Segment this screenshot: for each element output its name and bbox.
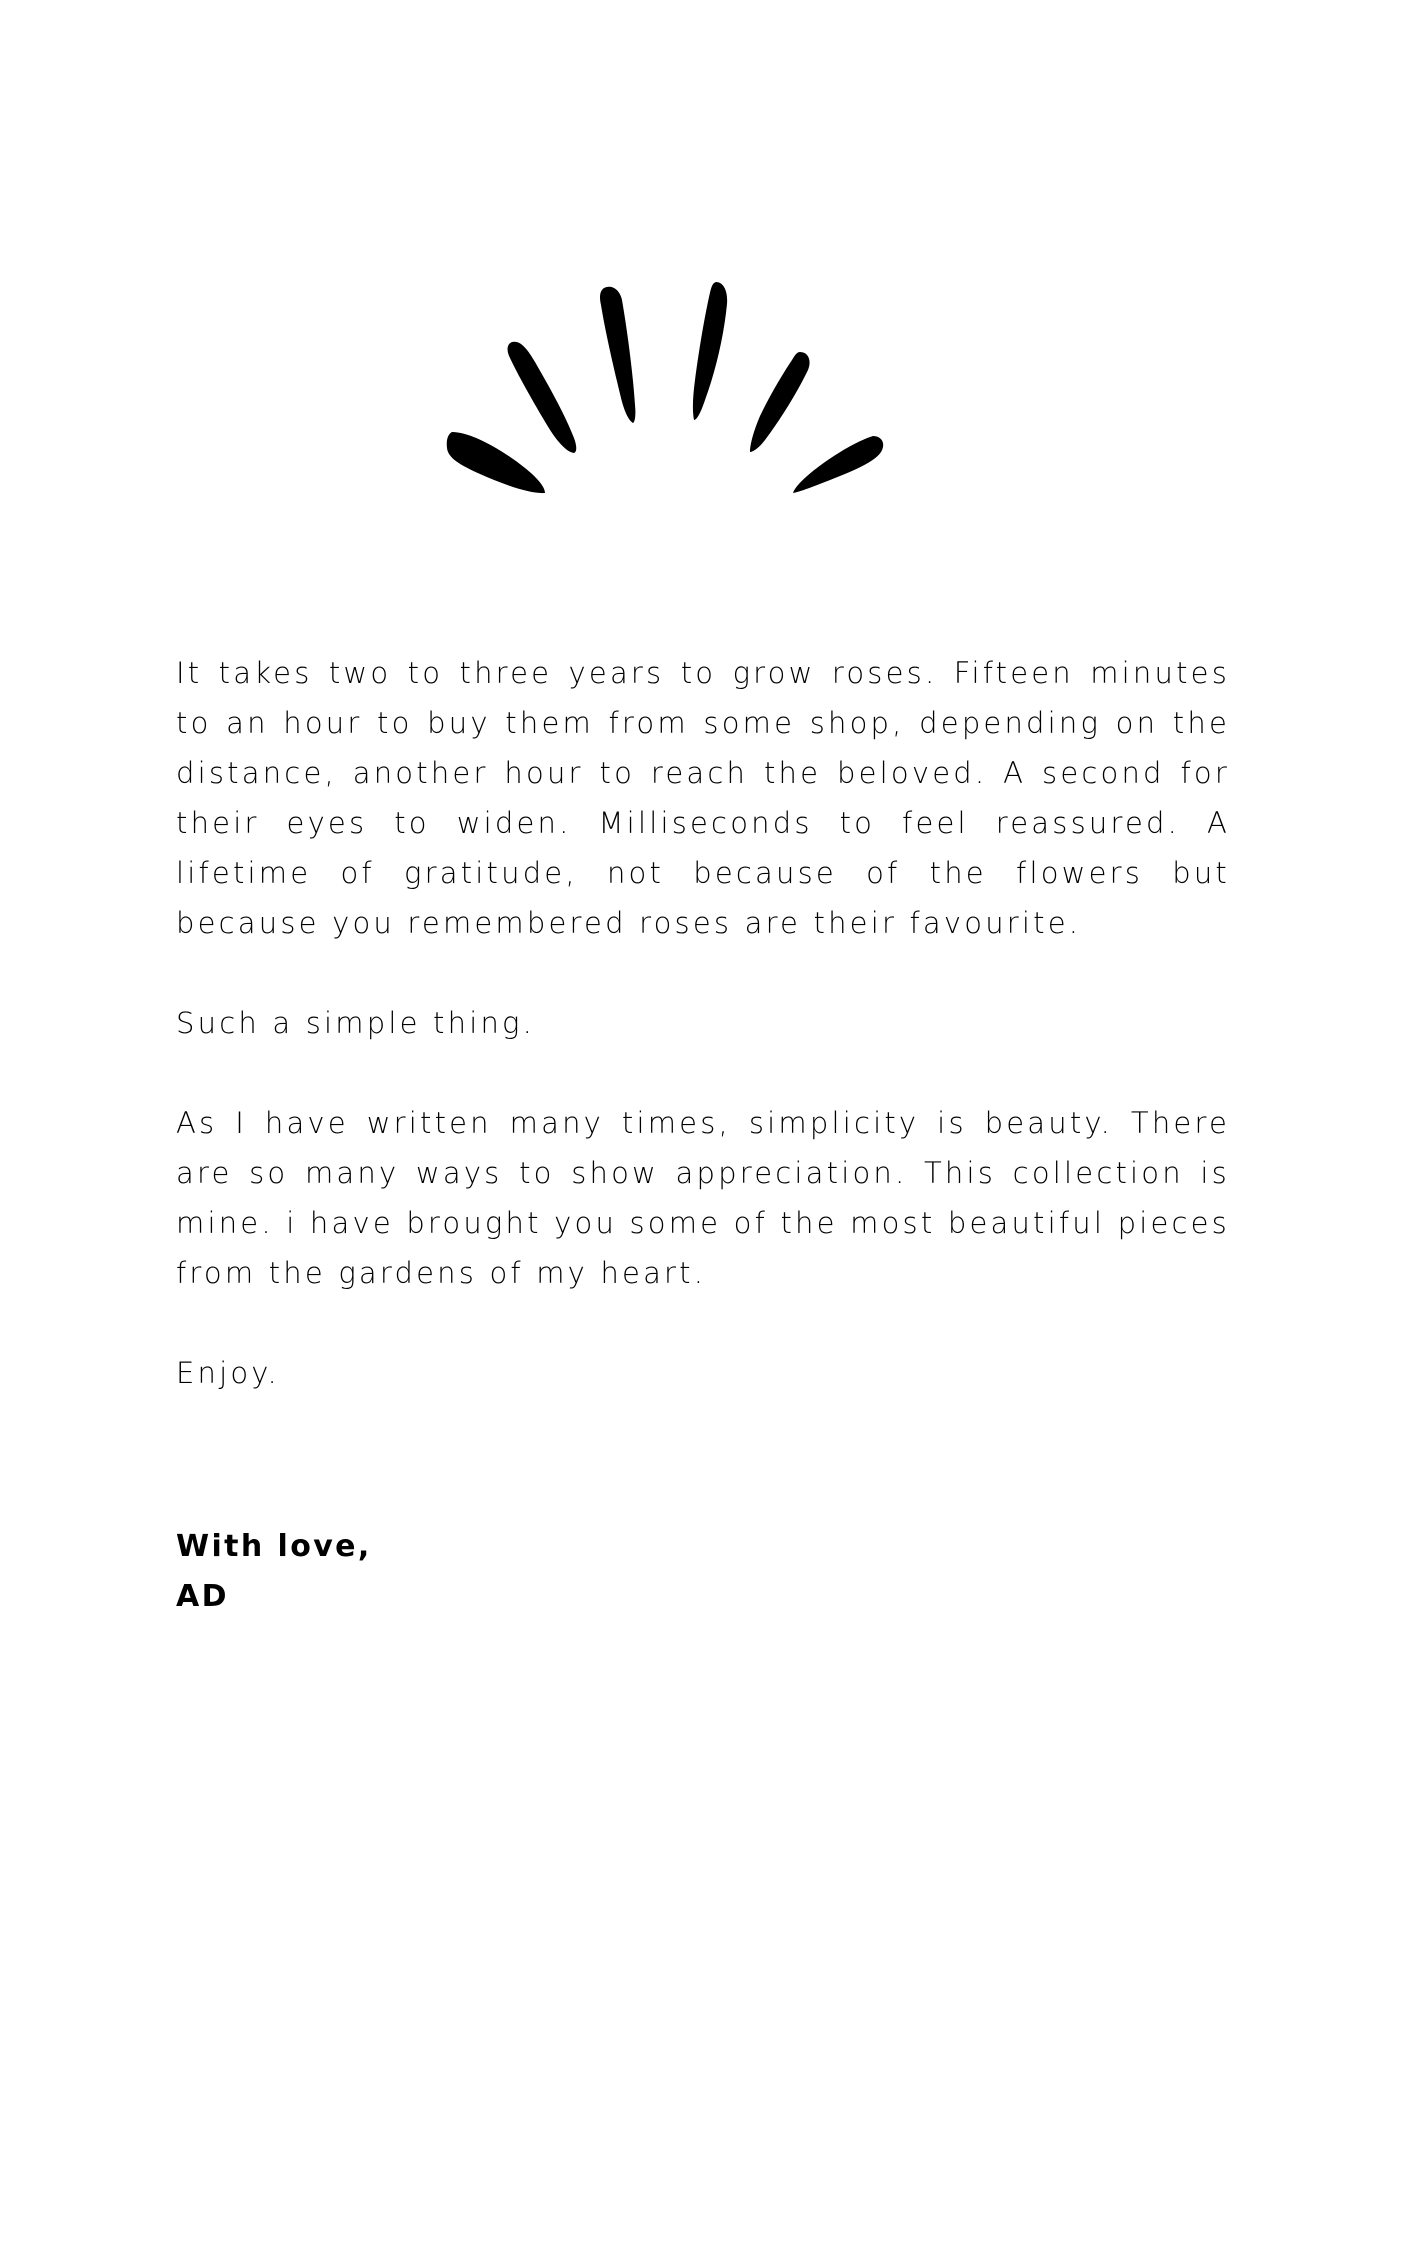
- brush-stroke-2: [508, 342, 577, 453]
- paragraph-1-line-1: It takes two to three years to grow roses. Fifteen minutes: [176, 656, 1230, 690]
- brush-stroke-5: [750, 352, 810, 452]
- paragraph-1-line-2: to an hour to buy them from some shop, depending on the: [176, 706, 1230, 740]
- signature-closing: With love,: [176, 1529, 372, 1564]
- paragraph-1-line-6: because you remembered roses are their favourite.: [176, 906, 1082, 940]
- paragraph-3-line-3: mine. i have brought you some of the most beautiful pieces: [176, 1206, 1230, 1240]
- brush-stroke-3: [600, 287, 635, 423]
- paragraph-3-line-2: are so many ways to show appreciation. This collection is: [176, 1156, 1230, 1190]
- brush-stroke-6: [793, 436, 883, 493]
- paragraph-3-line-1: As I have written many times, simplicity is beauty. There: [176, 1106, 1230, 1140]
- paragraph-1-line-5: lifetime of gratitude, not because of the flowers but: [176, 856, 1230, 890]
- signature-name: AD: [176, 1579, 229, 1614]
- paragraph-3-line-4: from the gardens of my heart.: [176, 1256, 707, 1290]
- paragraph-1-line-4: their eyes to widen. Milliseconds to feel reassured. A: [176, 806, 1230, 840]
- brush-stroke-4: [693, 282, 727, 420]
- paragraph-2-line-1: Such a simple thing.: [176, 1006, 536, 1040]
- brush-stroke-1: [447, 432, 545, 493]
- sunburst-ornament-icon: [0, 0, 1410, 600]
- paragraph-4-line-1: Enjoy.: [176, 1356, 280, 1390]
- paragraph-1-line-3: distance, another hour to reach the beloved. A second for: [176, 756, 1230, 790]
